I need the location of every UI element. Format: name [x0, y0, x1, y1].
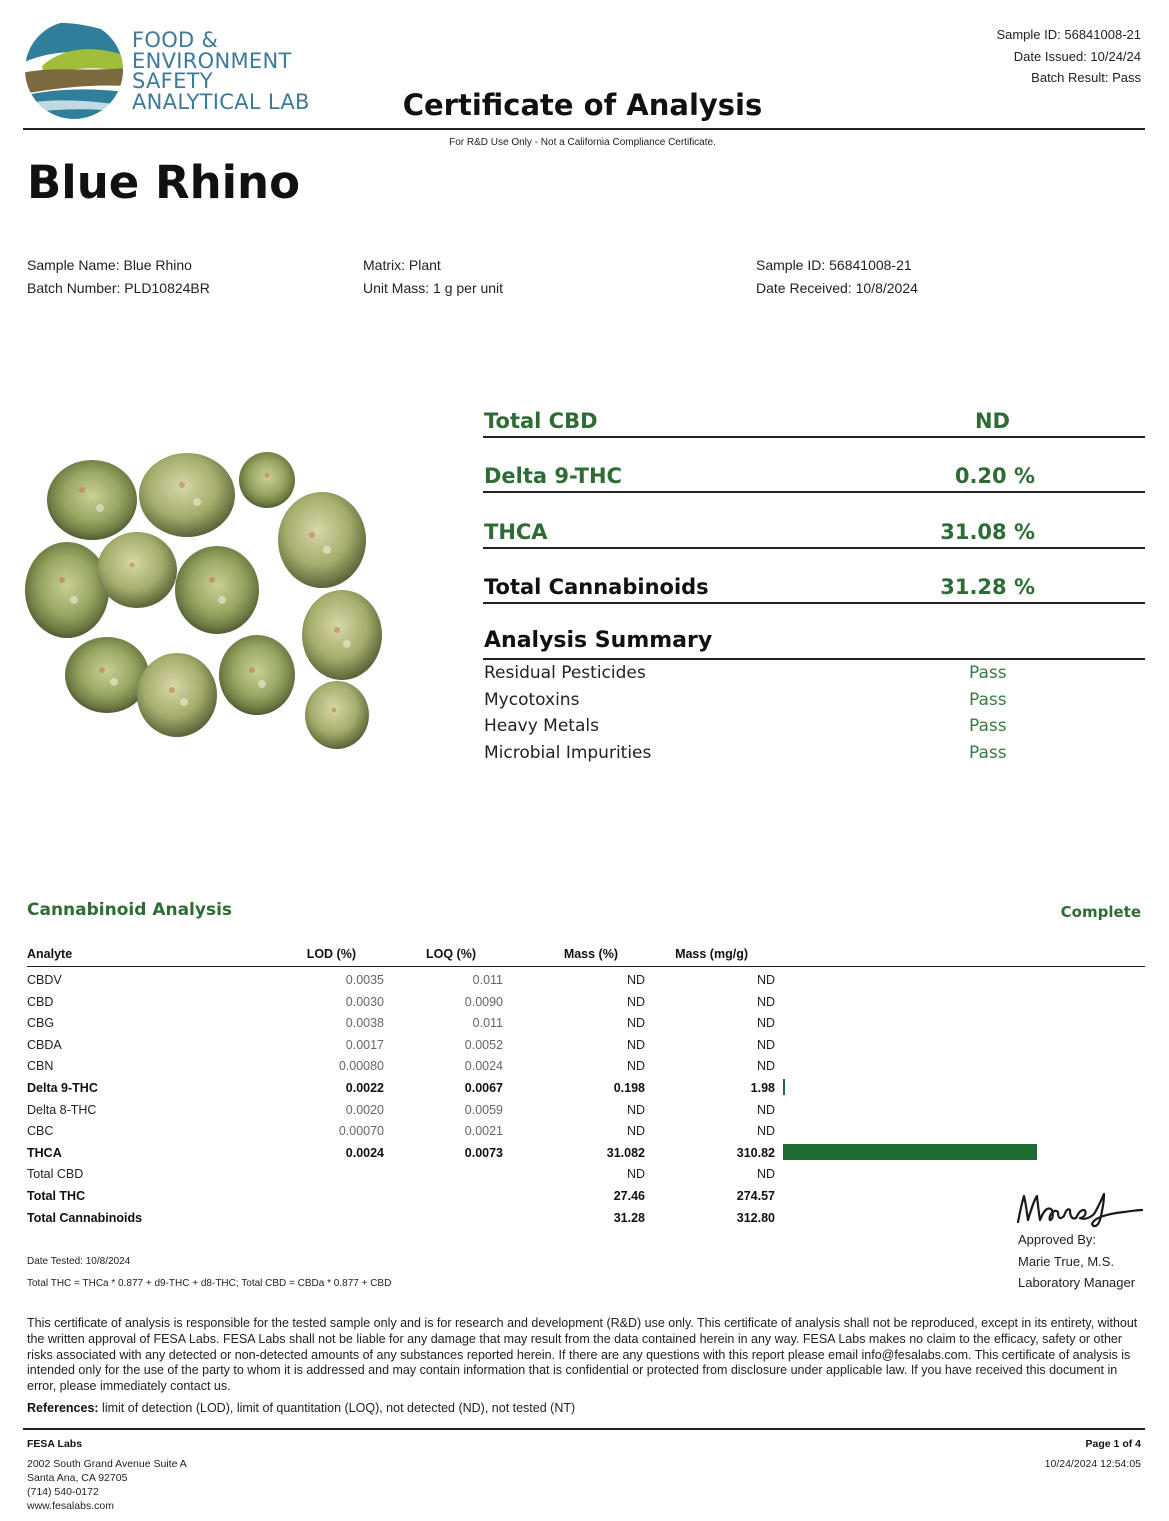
summary-row [484, 688, 1044, 715]
table-row [27, 1142, 1027, 1163]
disclaimer-text: This certificate of analysis is responsible for the tested sample only and is for research and development (R&D) use only. This certificate of analysis shall not be reproduced, except in its entirety, without the written approval of FESA Labs. FESA Labs shall not be liable for any damage that may result from the data contained herein in any way. FESA Labs makes no claim to the efficacy, safety or other risks associated with any detected or non-detected amounts of any substances reported herein. If there are any questions with this report please email info@fesalabs.com. This certificate of analysis is intended only for the use of the party to whom it is addressed and may contain information that is confidential or protected from disclosure under applicable law. If you have received this document in error, please immediately contact us. [27, 1316, 1138, 1394]
logo-line: ANALYTICAL LAB [132, 89, 310, 114]
table-row [27, 1163, 1027, 1184]
footer-company: FESA Labs [27, 1438, 83, 1450]
potency-row-total-cannabinoids [483, 564, 1145, 604]
cell-lod: 0.00080 [338, 1059, 384, 1074]
footer-divider [23, 1428, 1145, 1430]
summary-row [484, 661, 1044, 688]
potency-row-delta9 [483, 453, 1145, 493]
potency-label: Total CBD [484, 409, 598, 433]
cell-mass-mg: ND [756, 1102, 775, 1117]
document-title: Certificate of Analysis [402, 88, 763, 122]
cell-loq: 0.0052 [464, 1037, 503, 1052]
table-row [27, 1012, 1027, 1033]
product-name: Blue Rhino [27, 156, 301, 209]
table-row [27, 1055, 1027, 1076]
cell-mass-mg: ND [756, 1167, 775, 1182]
cell-lod: 0.0022 [345, 1081, 384, 1095]
cell-mass-pct: ND [626, 973, 645, 987]
cell-mass-pct: 0.198 [613, 1081, 645, 1095]
potency-label: Total Cannabinoids [484, 575, 709, 599]
mass-bar [783, 1079, 785, 1095]
summary-divider [483, 658, 1145, 660]
cell-loq: 0.0059 [464, 1102, 503, 1117]
cell-analyte: CBN [27, 1059, 54, 1074]
potency-row-thca [483, 509, 1145, 549]
footer-phone: (714) 540-0172 [27, 1486, 99, 1498]
header-sample-id: Sample ID: 56841008-21 [996, 27, 1141, 42]
cell-mass-mg: ND [756, 994, 775, 1009]
cell-mass-mg: ND [756, 1059, 775, 1074]
summary-result: Pass [969, 716, 1007, 736]
cell-mass-pct: ND [626, 1167, 645, 1182]
summary-label: Microbial Impurities [484, 743, 652, 763]
approver-role: Laboratory Manager [1018, 1275, 1136, 1290]
cell-mass-pct: ND [626, 1059, 645, 1074]
table-row [27, 991, 1027, 1012]
cell-loq: 0.0090 [464, 994, 503, 1009]
unit-mass: Unit Mass: 1 g per unit [363, 280, 504, 296]
cell-loq: 0.0021 [464, 1124, 503, 1139]
cell-mass-mg: ND [756, 1016, 775, 1031]
cell-lod: 0.0017 [345, 1037, 384, 1052]
cell-mass-mg: 274.57 [736, 1189, 775, 1203]
cell-lod: 0.0020 [345, 1102, 384, 1117]
col-loq: LOQ (%) [426, 947, 476, 961]
date-tested: Date Tested: 10/8/2024 [27, 1256, 131, 1267]
table-row [27, 1034, 1027, 1055]
summary-label: Heavy Metals [484, 716, 599, 736]
sample-info-col-1 [27, 254, 210, 300]
cell-mass-pct: ND [626, 1124, 645, 1139]
cell-mass-mg: ND [756, 1124, 775, 1139]
references-label: References: [27, 1401, 99, 1415]
col-analyte: Analyte [27, 947, 73, 961]
table-row [27, 1120, 1027, 1141]
cell-mass-mg: ND [756, 973, 775, 987]
cell-mass-mg: 310.82 [736, 1145, 775, 1160]
cell-lod: 0.0035 [345, 973, 384, 987]
sample-id: Sample ID: 56841008-21 [756, 257, 912, 273]
footer-address-line: 2002 South Grand Avenue Suite A [27, 1458, 187, 1470]
mass-bar [783, 1144, 1037, 1160]
sample-name: Sample Name: Blue Rhino [27, 257, 192, 273]
cell-mass-pct: 31.28 [613, 1210, 645, 1225]
table-row [27, 1185, 1027, 1206]
cell-analyte: THCA [27, 1145, 62, 1160]
batch-number: Batch Number: PLD10824BR [27, 280, 210, 296]
cell-analyte: Total Cannabinoids [27, 1210, 143, 1225]
bud-cluster [25, 452, 382, 749]
cell-mass-pct: ND [626, 1102, 645, 1117]
approved-by-label: Approved By: [1018, 1232, 1097, 1247]
cell-mass-pct: ND [626, 1037, 645, 1052]
footer-address [27, 1437, 187, 1513]
approver-name: Marie True, M.S. [1018, 1253, 1115, 1269]
cell-analyte: CBD [27, 994, 54, 1009]
summary-result: Pass [969, 743, 1007, 763]
cell-mass-pct: ND [626, 1016, 645, 1031]
cell-mass-pct: ND [626, 994, 645, 1009]
footer-address-line: Santa Ana, CA 92705 [27, 1472, 128, 1484]
matrix: Matrix: Plant [363, 257, 441, 273]
summary-row [484, 714, 1044, 741]
table-row [27, 969, 1027, 990]
col-mass-pct: Mass (%) [563, 947, 618, 961]
cell-lod: 0.00070 [338, 1124, 384, 1139]
total-formula: Total THC = THCa * 0.877 + d9-THC + d8-THC; Total CBD = CBDa * 0.877 + CBD [27, 1278, 392, 1289]
date-received: Date Received: 10/8/2024 [756, 280, 918, 296]
cell-loq: 0.0024 [464, 1059, 503, 1074]
table-row [27, 1099, 1027, 1120]
cell-mass-mg: ND [756, 1037, 775, 1052]
product-photo [22, 440, 382, 755]
table-row [27, 1207, 1027, 1228]
header-batch-result: Batch Result: Pass [1031, 70, 1141, 85]
header-date-issued: Date Issued: 10/24/24 [1013, 48, 1141, 64]
footer-page-info [1045, 1437, 1141, 1471]
sample-info-col-2 [363, 254, 503, 300]
references-text: limit of detection (LOD), limit of quantitation (LOQ), not detected (ND), not tested (NT) [98, 1401, 576, 1415]
summary-label: Residual Pesticides [484, 663, 646, 683]
cell-loq: 0.0073 [464, 1145, 503, 1160]
cell-mass-mg: 1.98 [750, 1081, 775, 1095]
cell-analyte: CBDV [27, 973, 62, 987]
footer-website[interactable]: www.fesalabs.com [27, 1500, 114, 1512]
potency-value: 31.28 % [940, 575, 1035, 599]
signature-image [1014, 1186, 1144, 1230]
col-mass-mg: Mass (mg/g) [675, 947, 748, 961]
cell-loq: 0.011 [472, 973, 503, 987]
logo-line: FOOD & [132, 28, 219, 52]
cell-analyte: Delta 9-THC [27, 1081, 98, 1095]
cell-mass-pct: 31.082 [606, 1145, 645, 1160]
report-timestamp: 10/24/2024 12:54:05 [1044, 1458, 1141, 1470]
cannabinoid-analysis-title: Cannabinoid Analysis [27, 900, 233, 920]
potency-label: Delta 9-THC [484, 464, 622, 488]
summary-label: Mycotoxins [484, 690, 580, 710]
logo-line: SAFETY [132, 69, 213, 93]
table-row [27, 1077, 1027, 1098]
cell-loq: 0.0067 [464, 1081, 503, 1095]
table-header-divider [27, 966, 1145, 967]
summary-result: Pass [969, 690, 1007, 710]
summary-row [484, 741, 1044, 768]
potency-value: 0.20 % [954, 464, 1035, 488]
potency-value: 31.08 % [940, 520, 1035, 544]
rd-use-note: For R&D Use Only - Not a California Compliance Certificate. [449, 137, 716, 148]
cell-mass-pct: 27.46 [613, 1189, 645, 1203]
cell-mass-mg: 312.80 [736, 1210, 775, 1225]
cell-loq: 0.011 [472, 1016, 503, 1031]
potency-value: ND [974, 409, 1010, 433]
cell-analyte: CBDA [27, 1037, 62, 1052]
potency-label: THCA [484, 520, 548, 544]
header-meta [996, 24, 1141, 89]
potency-row-total-cbd [483, 398, 1145, 438]
cell-lod: 0.0030 [345, 994, 384, 1009]
page-number: Page 1 of 4 [1085, 1438, 1141, 1450]
cell-analyte: Total THC [27, 1189, 86, 1203]
cell-analyte: CBG [27, 1016, 55, 1031]
cell-analyte: Delta 8-THC [27, 1102, 97, 1117]
cell-lod: 0.0024 [345, 1145, 384, 1160]
cell-analyte: CBC [27, 1124, 54, 1139]
col-lod: LOD (%) [306, 947, 356, 961]
cell-lod: 0.0038 [345, 1016, 384, 1031]
analysis-summary-title: Analysis Summary [484, 628, 713, 653]
references [27, 1401, 575, 1415]
logo-line: ENVIRONMENT [132, 48, 292, 73]
cell-analyte: Total CBD [27, 1167, 84, 1182]
summary-result: Pass [969, 663, 1007, 683]
approval-block [1018, 1229, 1135, 1294]
header-divider [23, 128, 1145, 130]
analysis-status: Complete [1060, 903, 1141, 921]
sample-info-col-3 [756, 254, 918, 300]
